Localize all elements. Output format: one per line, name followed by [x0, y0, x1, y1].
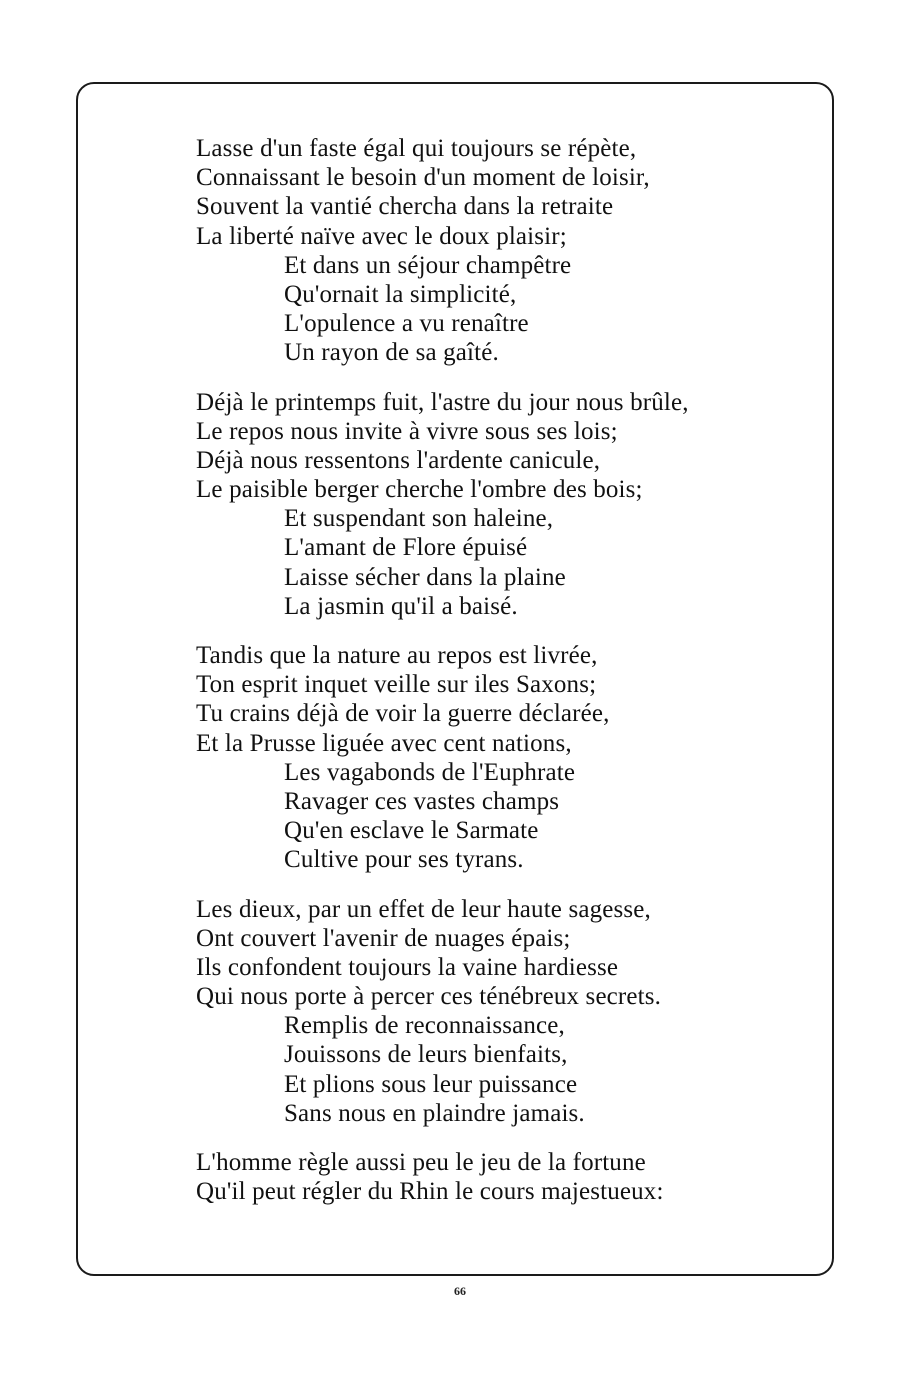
verse-line: L'amant de Flore épuisé	[284, 534, 528, 562]
verse-line: Qu'en esclave le Sarmate	[284, 817, 539, 845]
verse-line: Ils confondent toujours la vaine hardiesse	[196, 953, 619, 981]
verse-line: Qui nous porte à percer ces ténébreux secrets.	[196, 983, 662, 1011]
verse-line: La jasmin qu'il a baisé.	[284, 592, 518, 620]
verse-line: Déjà le printemps fuit, l'astre du jour nous brûle,	[196, 388, 689, 416]
verse-line: Déjà nous ressentons l'ardente canicule,	[196, 446, 601, 474]
verse-line: Les dieux, par un effet de leur haute sagesse,	[196, 895, 651, 923]
verse-line: Tu crains déjà de voir la guerre déclarée,	[196, 700, 610, 728]
stanza-3	[196, 641, 796, 875]
verse-line: Un rayon de sa gaîté.	[284, 339, 499, 367]
verse-line: Jouissons de leurs bienfaits,	[284, 1041, 568, 1069]
verse-line: Cultive pour ses tyrans.	[284, 846, 524, 874]
verse-line: Lasse d'un faste égal qui toujours se répète,	[196, 135, 637, 162]
page-number: 66	[454, 1284, 466, 1298]
verse-line: Les vagabonds de l'Euphrate	[284, 758, 576, 786]
verse-line: Souvent la vantié chercha dans la retraite	[196, 193, 614, 221]
stanza-4	[196, 895, 796, 1129]
verse-line: Et dans un séjour champêtre	[284, 251, 572, 279]
verse-line: Le repos nous invite à vivre sous ses lois;	[196, 417, 618, 445]
stanza-5	[196, 1148, 796, 1206]
verse-line: L'opulence a vu renaître	[284, 310, 529, 338]
verse-line: Remplis de reconnaissance,	[284, 1012, 565, 1040]
verse-line: Qu'ornait la simplicité,	[284, 280, 517, 308]
verse-line: Ravager ces vastes champs	[284, 787, 560, 815]
stanza-1	[196, 134, 796, 368]
verse-line: Sans nous en plaindre jamais.	[284, 1099, 585, 1127]
verse-line: Qu'il peut régler du Rhin le cours majestueux:	[196, 1178, 664, 1206]
verse-line: Le paisible berger cherche l'ombre des bois;	[196, 476, 643, 504]
verse-line: L'homme règle aussi peu le jeu de la fortune	[196, 1149, 646, 1176]
verse-line: Et plions sous leur puissance	[284, 1070, 578, 1098]
verse-line: Connaissant le besoin d'un moment de loisir,	[196, 164, 650, 192]
verse-line: Ton esprit inquet veille sur iles Saxons;	[196, 671, 597, 699]
verse-line: La liberté naïve avec le doux plaisir;	[196, 222, 567, 250]
verse-line: Laisse sécher dans la plaine	[284, 563, 566, 591]
stanza-2	[196, 388, 796, 622]
verse-line: Tandis que la nature au repos est livrée,	[196, 642, 598, 669]
verse-line: Ont couvert l'avenir de nuages épais;	[196, 924, 571, 952]
verse-line: Et la Prusse liguée avec cent nations,	[196, 729, 572, 757]
poem-text	[196, 134, 796, 1226]
verse-line: Et suspendant son haleine,	[284, 505, 554, 533]
